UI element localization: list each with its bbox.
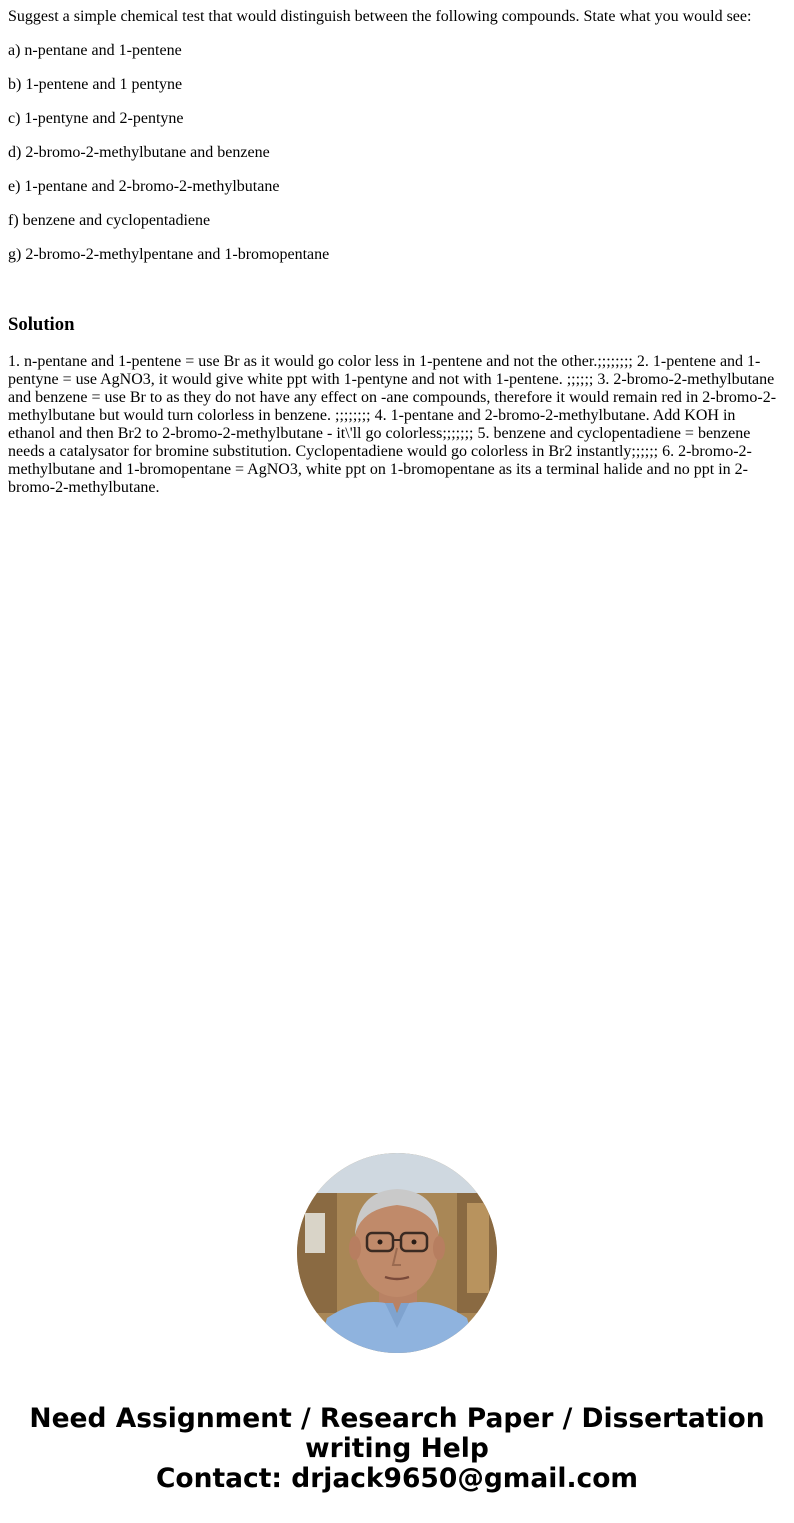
question-item-a: a) n-pentane and 1-pentene: [8, 42, 182, 59]
author-avatar: [297, 1153, 497, 1353]
footer-contact-line: Contact: drjack9650@gmail.com: [155, 1463, 639, 1494]
contact-footer: [0, 1404, 794, 1494]
question-item-d: d) 2-bromo-2-methylbutane and benzene: [8, 144, 270, 161]
spacer: [8, 280, 784, 314]
question-item-e: e) 1-pentane and 2-bromo-2-methylbutane: [8, 178, 280, 195]
document-content: [8, 8, 784, 497]
question-item-f: f) benzene and cyclopentadiene: [8, 212, 211, 229]
question-item-g: g) 2-bromo-2-methylpentane and 1-bromopentane: [8, 246, 330, 263]
footer-line-1: Need Assignment / Research Paper / Dissertation: [29, 1403, 765, 1434]
solution-body: 1. n-pentane and 1-pentene = use Br as it would go color less in 1-pentene and not the other.;;;;;;;; 2. 1-pentene and 1-pentyne = use AgNO3, it would give white ppt with 1-pentyne and not with 1-pentene. ;;;;;; 3. 2-bromo-2-methylbutane and benzene = use Br to as they do not have any effect on -ane compounds, therefore it would remain red in 2-bromo-2-methylbutane but would turn colorless in benzene. ;;;;;;;; 4. 1-pentane and 2-bromo-2-methylbutane. Add KOH in ethanol and then Br2 to 2-bromo-2-methylbutane - it\'ll go colorless;;;;;;; 5. benzene and cyclopentadiene = benzene needs a catalysator for bromine substitution. Cyclopentadiene would go colorless in Br2 instantly;;;;;; 6. 2-bromo-2-methylbutane and 1-bromopentane = AgNO3, white ppt on 1-bromopentane as its a terminal halide and no ppt in 2-bromo-2-methylbutane.: [8, 353, 777, 496]
solution-heading: Solution: [8, 314, 75, 335]
footer-line-2: writing Help: [305, 1433, 489, 1464]
question-item-c: c) 1-pentyne and 2-pentyne: [8, 110, 184, 127]
question-intro: Suggest a simple chemical test that would distinguish between the following compounds. State what you would see:: [8, 8, 752, 25]
question-item-b: b) 1-pentene and 1 pentyne: [8, 76, 183, 93]
author-portrait-image: [297, 1153, 497, 1353]
